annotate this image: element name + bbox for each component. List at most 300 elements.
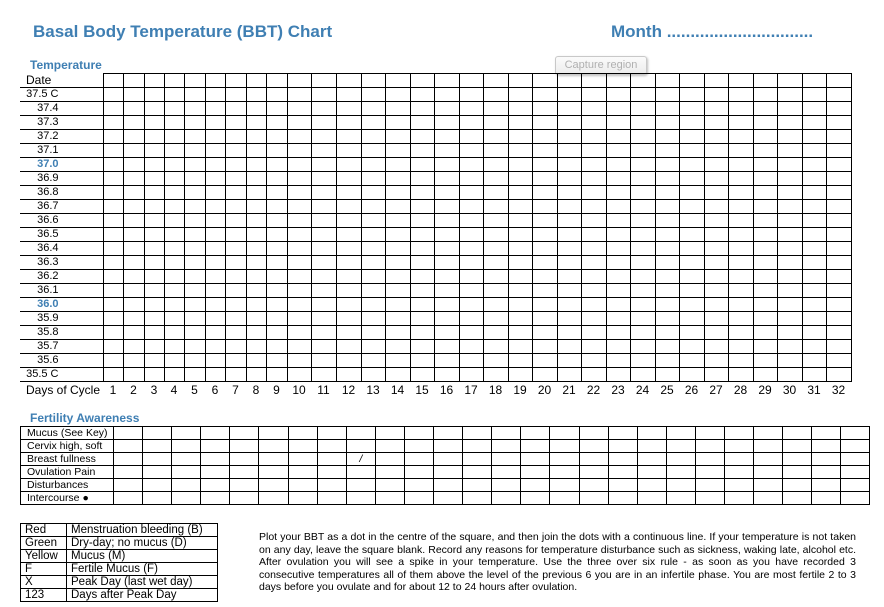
temperature-cell[interactable] bbox=[483, 256, 508, 270]
date-cell[interactable] bbox=[336, 74, 361, 88]
fertility-cell[interactable] bbox=[695, 440, 724, 453]
temperature-cell[interactable] bbox=[246, 130, 266, 144]
temperature-cell[interactable] bbox=[728, 158, 753, 172]
fertility-cell[interactable] bbox=[434, 479, 463, 492]
temperature-cell[interactable] bbox=[459, 354, 483, 368]
temperature-cell[interactable] bbox=[459, 186, 483, 200]
temperature-cell[interactable] bbox=[266, 256, 287, 270]
fertility-cell[interactable] bbox=[201, 479, 230, 492]
temperature-cell[interactable] bbox=[434, 228, 459, 242]
temperature-cell[interactable] bbox=[184, 130, 205, 144]
temperature-cell[interactable] bbox=[508, 144, 532, 158]
temperature-cell[interactable] bbox=[581, 172, 606, 186]
temperature-cell[interactable] bbox=[385, 284, 410, 298]
temperature-cell[interactable] bbox=[164, 186, 184, 200]
date-cell[interactable] bbox=[311, 74, 336, 88]
temperature-cell[interactable] bbox=[581, 284, 606, 298]
temperature-cell[interactable] bbox=[225, 186, 246, 200]
temperature-cell[interactable] bbox=[802, 158, 826, 172]
fertility-cell[interactable] bbox=[841, 453, 870, 466]
temperature-cell[interactable] bbox=[184, 368, 205, 382]
temperature-cell[interactable] bbox=[246, 186, 266, 200]
temperature-cell[interactable] bbox=[123, 284, 144, 298]
temperature-cell[interactable] bbox=[205, 144, 225, 158]
temperature-cell[interactable] bbox=[385, 340, 410, 354]
temperature-cell[interactable] bbox=[184, 326, 205, 340]
fertility-cell[interactable] bbox=[463, 453, 492, 466]
temperature-cell[interactable] bbox=[655, 200, 679, 214]
fertility-cell[interactable] bbox=[783, 440, 812, 453]
temperature-cell[interactable] bbox=[361, 186, 385, 200]
temperature-cell[interactable] bbox=[385, 186, 410, 200]
temperature-cell[interactable] bbox=[655, 130, 679, 144]
temperature-cell[interactable] bbox=[266, 172, 287, 186]
temperature-cell[interactable] bbox=[826, 158, 851, 172]
date-cell[interactable] bbox=[532, 74, 557, 88]
temperature-cell[interactable] bbox=[434, 214, 459, 228]
temperature-cell[interactable] bbox=[508, 284, 532, 298]
temperature-cell[interactable] bbox=[336, 144, 361, 158]
temperature-cell[interactable] bbox=[287, 200, 311, 214]
temperature-cell[interactable] bbox=[606, 242, 630, 256]
temperature-cell[interactable] bbox=[777, 214, 802, 228]
temperature-cell[interactable] bbox=[266, 214, 287, 228]
temperature-cell[interactable] bbox=[459, 88, 483, 102]
temperature-cell[interactable] bbox=[802, 88, 826, 102]
temperature-cell[interactable] bbox=[123, 88, 144, 102]
temperature-cell[interactable] bbox=[728, 354, 753, 368]
temperature-cell[interactable] bbox=[655, 158, 679, 172]
fertility-cell[interactable] bbox=[492, 427, 521, 440]
fertility-cell[interactable] bbox=[375, 479, 404, 492]
date-cell[interactable] bbox=[410, 74, 434, 88]
temperature-cell[interactable] bbox=[103, 214, 123, 228]
temperature-cell[interactable] bbox=[728, 242, 753, 256]
fertility-cell[interactable] bbox=[492, 479, 521, 492]
temperature-cell[interactable] bbox=[205, 200, 225, 214]
temperature-cell[interactable] bbox=[508, 242, 532, 256]
temperature-cell[interactable] bbox=[655, 368, 679, 382]
date-cell[interactable] bbox=[123, 74, 144, 88]
temperature-cell[interactable] bbox=[434, 242, 459, 256]
temperature-cell[interactable] bbox=[532, 270, 557, 284]
temperature-cell[interactable] bbox=[753, 354, 777, 368]
fertility-cell[interactable] bbox=[230, 479, 259, 492]
temperature-cell[interactable] bbox=[826, 144, 851, 158]
temperature-cell[interactable] bbox=[679, 130, 704, 144]
date-cell[interactable] bbox=[826, 74, 851, 88]
fertility-cell[interactable] bbox=[172, 427, 201, 440]
temperature-cell[interactable] bbox=[225, 326, 246, 340]
fertility-cell[interactable] bbox=[375, 492, 404, 505]
temperature-cell[interactable] bbox=[508, 270, 532, 284]
temperature-cell[interactable] bbox=[434, 116, 459, 130]
temperature-cell[interactable] bbox=[532, 298, 557, 312]
temperature-cell[interactable] bbox=[410, 284, 434, 298]
temperature-cell[interactable] bbox=[336, 368, 361, 382]
temperature-cell[interactable] bbox=[581, 88, 606, 102]
temperature-cell[interactable] bbox=[777, 256, 802, 270]
temperature-cell[interactable] bbox=[410, 340, 434, 354]
fertility-cell[interactable] bbox=[434, 453, 463, 466]
fertility-cell[interactable] bbox=[172, 492, 201, 505]
fertility-cell[interactable] bbox=[579, 453, 608, 466]
date-cell[interactable] bbox=[802, 74, 826, 88]
fertility-cell[interactable] bbox=[550, 427, 579, 440]
temperature-cell[interactable] bbox=[826, 228, 851, 242]
temperature-cell[interactable] bbox=[184, 172, 205, 186]
temperature-cell[interactable] bbox=[361, 214, 385, 228]
temperature-cell[interactable] bbox=[704, 256, 728, 270]
temperature-cell[interactable] bbox=[581, 186, 606, 200]
temperature-cell[interactable] bbox=[164, 270, 184, 284]
temperature-cell[interactable] bbox=[144, 130, 164, 144]
fertility-cell[interactable] bbox=[463, 492, 492, 505]
temperature-cell[interactable] bbox=[144, 354, 164, 368]
temperature-cell[interactable] bbox=[385, 354, 410, 368]
temperature-cell[interactable] bbox=[753, 158, 777, 172]
fertility-cell[interactable] bbox=[492, 453, 521, 466]
temperature-cell[interactable] bbox=[704, 354, 728, 368]
temperature-cell[interactable] bbox=[704, 200, 728, 214]
temperature-cell[interactable] bbox=[753, 340, 777, 354]
temperature-cell[interactable] bbox=[287, 242, 311, 256]
temperature-cell[interactable] bbox=[246, 144, 266, 158]
fertility-cell[interactable] bbox=[288, 479, 317, 492]
temperature-cell[interactable] bbox=[266, 326, 287, 340]
temperature-cell[interactable] bbox=[434, 326, 459, 340]
temperature-cell[interactable] bbox=[606, 312, 630, 326]
fertility-cell[interactable] bbox=[812, 427, 841, 440]
temperature-cell[interactable] bbox=[410, 200, 434, 214]
fertility-cell[interactable] bbox=[550, 466, 579, 479]
temperature-cell[interactable] bbox=[385, 298, 410, 312]
temperature-cell[interactable] bbox=[826, 130, 851, 144]
temperature-cell[interactable] bbox=[826, 186, 851, 200]
temperature-cell[interactable] bbox=[336, 354, 361, 368]
temperature-cell[interactable] bbox=[508, 298, 532, 312]
temperature-cell[interactable] bbox=[225, 242, 246, 256]
temperature-cell[interactable] bbox=[777, 116, 802, 130]
temperature-cell[interactable] bbox=[557, 284, 581, 298]
temperature-cell[interactable] bbox=[205, 130, 225, 144]
temperature-cell[interactable] bbox=[434, 368, 459, 382]
temperature-cell[interactable] bbox=[728, 130, 753, 144]
temperature-cell[interactable] bbox=[483, 88, 508, 102]
temperature-cell[interactable] bbox=[557, 102, 581, 116]
temperature-cell[interactable] bbox=[606, 172, 630, 186]
temperature-cell[interactable] bbox=[630, 186, 655, 200]
temperature-cell[interactable] bbox=[532, 284, 557, 298]
temperature-cell[interactable] bbox=[753, 144, 777, 158]
temperature-cell[interactable] bbox=[144, 102, 164, 116]
temperature-cell[interactable] bbox=[184, 270, 205, 284]
date-cell[interactable] bbox=[704, 74, 728, 88]
temperature-cell[interactable] bbox=[205, 214, 225, 228]
temperature-cell[interactable] bbox=[508, 130, 532, 144]
temperature-cell[interactable] bbox=[630, 242, 655, 256]
temperature-cell[interactable] bbox=[184, 354, 205, 368]
temperature-cell[interactable] bbox=[205, 326, 225, 340]
fertility-cell[interactable] bbox=[434, 427, 463, 440]
temperature-cell[interactable] bbox=[728, 116, 753, 130]
fertility-cell[interactable] bbox=[230, 466, 259, 479]
temperature-cell[interactable] bbox=[557, 200, 581, 214]
temperature-cell[interactable] bbox=[144, 200, 164, 214]
temperature-cell[interactable] bbox=[123, 298, 144, 312]
temperature-cell[interactable] bbox=[361, 102, 385, 116]
fertility-cell[interactable] bbox=[434, 492, 463, 505]
temperature-cell[interactable] bbox=[483, 214, 508, 228]
temperature-cell[interactable] bbox=[508, 102, 532, 116]
temperature-cell[interactable] bbox=[311, 368, 336, 382]
temperature-cell[interactable] bbox=[704, 158, 728, 172]
fertility-cell[interactable] bbox=[695, 453, 724, 466]
temperature-cell[interactable] bbox=[103, 270, 123, 284]
temperature-cell[interactable] bbox=[287, 228, 311, 242]
fertility-cell[interactable] bbox=[201, 453, 230, 466]
temperature-cell[interactable] bbox=[385, 312, 410, 326]
temperature-cell[interactable] bbox=[385, 130, 410, 144]
fertility-cell[interactable] bbox=[201, 492, 230, 505]
temperature-cell[interactable] bbox=[434, 158, 459, 172]
temperature-cell[interactable] bbox=[361, 340, 385, 354]
temperature-cell[interactable] bbox=[266, 284, 287, 298]
temperature-cell[interactable] bbox=[606, 200, 630, 214]
temperature-cell[interactable] bbox=[144, 88, 164, 102]
temperature-cell[interactable] bbox=[123, 214, 144, 228]
temperature-cell[interactable] bbox=[434, 186, 459, 200]
temperature-cell[interactable] bbox=[385, 172, 410, 186]
temperature-cell[interactable] bbox=[606, 228, 630, 242]
fertility-cell[interactable] bbox=[695, 479, 724, 492]
fertility-cell[interactable] bbox=[259, 453, 288, 466]
temperature-cell[interactable] bbox=[532, 102, 557, 116]
fertility-cell[interactable] bbox=[317, 466, 346, 479]
temperature-cell[interactable] bbox=[164, 242, 184, 256]
date-cell[interactable] bbox=[679, 74, 704, 88]
temperature-cell[interactable] bbox=[704, 340, 728, 354]
capture-region-button[interactable]: Capture region bbox=[555, 56, 647, 75]
temperature-cell[interactable] bbox=[655, 116, 679, 130]
temperature-cell[interactable] bbox=[483, 354, 508, 368]
temperature-cell[interactable] bbox=[630, 298, 655, 312]
fertility-cell[interactable] bbox=[288, 466, 317, 479]
temperature-cell[interactable] bbox=[753, 256, 777, 270]
temperature-cell[interactable] bbox=[103, 116, 123, 130]
temperature-cell[interactable] bbox=[246, 326, 266, 340]
temperature-cell[interactable] bbox=[802, 242, 826, 256]
temperature-cell[interactable] bbox=[679, 354, 704, 368]
temperature-cell[interactable] bbox=[164, 326, 184, 340]
fertility-cell[interactable] bbox=[724, 427, 753, 440]
temperature-cell[interactable] bbox=[164, 88, 184, 102]
temperature-cell[interactable] bbox=[459, 144, 483, 158]
temperature-cell[interactable] bbox=[287, 284, 311, 298]
temperature-cell[interactable] bbox=[606, 186, 630, 200]
temperature-cell[interactable] bbox=[459, 312, 483, 326]
temperature-cell[interactable] bbox=[802, 270, 826, 284]
temperature-cell[interactable] bbox=[826, 256, 851, 270]
temperature-cell[interactable] bbox=[459, 242, 483, 256]
temperature-cell[interactable] bbox=[103, 186, 123, 200]
temperature-cell[interactable] bbox=[777, 340, 802, 354]
temperature-cell[interactable] bbox=[385, 326, 410, 340]
temperature-cell[interactable] bbox=[679, 144, 704, 158]
temperature-cell[interactable] bbox=[123, 144, 144, 158]
date-cell[interactable] bbox=[777, 74, 802, 88]
temperature-cell[interactable] bbox=[410, 270, 434, 284]
temperature-cell[interactable] bbox=[361, 368, 385, 382]
temperature-cell[interactable] bbox=[581, 368, 606, 382]
temperature-cell[interactable] bbox=[266, 242, 287, 256]
fertility-cell[interactable] bbox=[521, 427, 550, 440]
fertility-cell[interactable] bbox=[317, 479, 346, 492]
fertility-cell[interactable] bbox=[317, 440, 346, 453]
temperature-cell[interactable] bbox=[287, 256, 311, 270]
temperature-cell[interactable] bbox=[311, 354, 336, 368]
temperature-cell[interactable] bbox=[753, 228, 777, 242]
temperature-cell[interactable] bbox=[103, 130, 123, 144]
temperature-cell[interactable] bbox=[385, 228, 410, 242]
fertility-cell[interactable] bbox=[375, 440, 404, 453]
fertility-cell[interactable] bbox=[608, 440, 637, 453]
temperature-cell[interactable] bbox=[246, 214, 266, 228]
temperature-cell[interactable] bbox=[205, 368, 225, 382]
temperature-cell[interactable] bbox=[704, 116, 728, 130]
fertility-cell[interactable] bbox=[550, 492, 579, 505]
fertility-cell[interactable] bbox=[346, 440, 375, 453]
temperature-cell[interactable] bbox=[802, 228, 826, 242]
temperature-cell[interactable] bbox=[704, 102, 728, 116]
temperature-cell[interactable] bbox=[532, 130, 557, 144]
date-cell[interactable] bbox=[483, 74, 508, 88]
temperature-cell[interactable] bbox=[205, 102, 225, 116]
fertility-cell[interactable] bbox=[521, 453, 550, 466]
fertility-cell[interactable] bbox=[143, 479, 172, 492]
temperature-cell[interactable] bbox=[205, 116, 225, 130]
fertility-cell[interactable] bbox=[666, 453, 695, 466]
temperature-cell[interactable] bbox=[606, 298, 630, 312]
temperature-cell[interactable] bbox=[459, 158, 483, 172]
fertility-cell[interactable] bbox=[579, 466, 608, 479]
temperature-cell[interactable] bbox=[123, 326, 144, 340]
temperature-cell[interactable] bbox=[246, 102, 266, 116]
temperature-cell[interactable] bbox=[508, 214, 532, 228]
fertility-cell[interactable] bbox=[521, 479, 550, 492]
temperature-cell[interactable] bbox=[311, 214, 336, 228]
fertility-cell[interactable] bbox=[841, 479, 870, 492]
temperature-cell[interactable] bbox=[483, 186, 508, 200]
temperature-cell[interactable] bbox=[753, 116, 777, 130]
temperature-cell[interactable] bbox=[144, 256, 164, 270]
date-cell[interactable] bbox=[184, 74, 205, 88]
temperature-cell[interactable] bbox=[311, 284, 336, 298]
temperature-cell[interactable] bbox=[655, 326, 679, 340]
fertility-cell[interactable] bbox=[783, 492, 812, 505]
temperature-cell[interactable] bbox=[246, 256, 266, 270]
temperature-cell[interactable] bbox=[581, 228, 606, 242]
temperature-cell[interactable] bbox=[123, 200, 144, 214]
temperature-cell[interactable] bbox=[225, 130, 246, 144]
temperature-cell[interactable] bbox=[728, 284, 753, 298]
temperature-cell[interactable] bbox=[103, 298, 123, 312]
date-cell[interactable] bbox=[728, 74, 753, 88]
temperature-cell[interactable] bbox=[246, 172, 266, 186]
temperature-cell[interactable] bbox=[826, 284, 851, 298]
temperature-cell[interactable] bbox=[410, 88, 434, 102]
temperature-cell[interactable] bbox=[103, 242, 123, 256]
temperature-cell[interactable] bbox=[184, 88, 205, 102]
fertility-cell[interactable] bbox=[608, 479, 637, 492]
temperature-cell[interactable] bbox=[385, 116, 410, 130]
temperature-cell[interactable] bbox=[630, 340, 655, 354]
temperature-cell[interactable] bbox=[311, 256, 336, 270]
temperature-cell[interactable] bbox=[123, 340, 144, 354]
temperature-cell[interactable] bbox=[557, 214, 581, 228]
temperature-cell[interactable] bbox=[311, 144, 336, 158]
temperature-cell[interactable] bbox=[205, 242, 225, 256]
temperature-cell[interactable] bbox=[184, 214, 205, 228]
temperature-cell[interactable] bbox=[103, 312, 123, 326]
temperature-cell[interactable] bbox=[225, 172, 246, 186]
temperature-cell[interactable] bbox=[508, 256, 532, 270]
date-cell[interactable] bbox=[246, 74, 266, 88]
temperature-cell[interactable] bbox=[630, 130, 655, 144]
temperature-cell[interactable] bbox=[777, 102, 802, 116]
temperature-cell[interactable] bbox=[205, 186, 225, 200]
temperature-cell[interactable] bbox=[246, 284, 266, 298]
temperature-cell[interactable] bbox=[225, 312, 246, 326]
fertility-cell[interactable] bbox=[143, 453, 172, 466]
temperature-cell[interactable] bbox=[144, 298, 164, 312]
temperature-cell[interactable] bbox=[144, 172, 164, 186]
temperature-cell[interactable] bbox=[777, 312, 802, 326]
fertility-cell[interactable] bbox=[375, 453, 404, 466]
temperature-cell[interactable] bbox=[287, 214, 311, 228]
temperature-cell[interactable] bbox=[459, 102, 483, 116]
temperature-cell[interactable] bbox=[777, 368, 802, 382]
temperature-cell[interactable] bbox=[336, 340, 361, 354]
temperature-cell[interactable] bbox=[777, 228, 802, 242]
temperature-cell[interactable] bbox=[753, 368, 777, 382]
temperature-cell[interactable] bbox=[225, 102, 246, 116]
temperature-cell[interactable] bbox=[630, 88, 655, 102]
temperature-cell[interactable] bbox=[184, 228, 205, 242]
temperature-cell[interactable] bbox=[311, 242, 336, 256]
fertility-cell[interactable] bbox=[288, 427, 317, 440]
temperature-cell[interactable] bbox=[581, 200, 606, 214]
temperature-cell[interactable] bbox=[225, 144, 246, 158]
temperature-cell[interactable] bbox=[679, 102, 704, 116]
fertility-cell[interactable] bbox=[404, 492, 433, 505]
temperature-cell[interactable] bbox=[225, 88, 246, 102]
temperature-cell[interactable] bbox=[483, 312, 508, 326]
temperature-cell[interactable] bbox=[802, 298, 826, 312]
temperature-cell[interactable] bbox=[557, 116, 581, 130]
temperature-cell[interactable] bbox=[361, 144, 385, 158]
fertility-cell[interactable] bbox=[404, 453, 433, 466]
temperature-cell[interactable] bbox=[287, 130, 311, 144]
temperature-cell[interactable] bbox=[246, 88, 266, 102]
temperature-cell[interactable] bbox=[728, 200, 753, 214]
fertility-cell[interactable] bbox=[666, 440, 695, 453]
temperature-cell[interactable] bbox=[434, 200, 459, 214]
temperature-cell[interactable] bbox=[802, 200, 826, 214]
temperature-cell[interactable] bbox=[532, 368, 557, 382]
fertility-cell[interactable] bbox=[550, 440, 579, 453]
temperature-cell[interactable] bbox=[532, 214, 557, 228]
